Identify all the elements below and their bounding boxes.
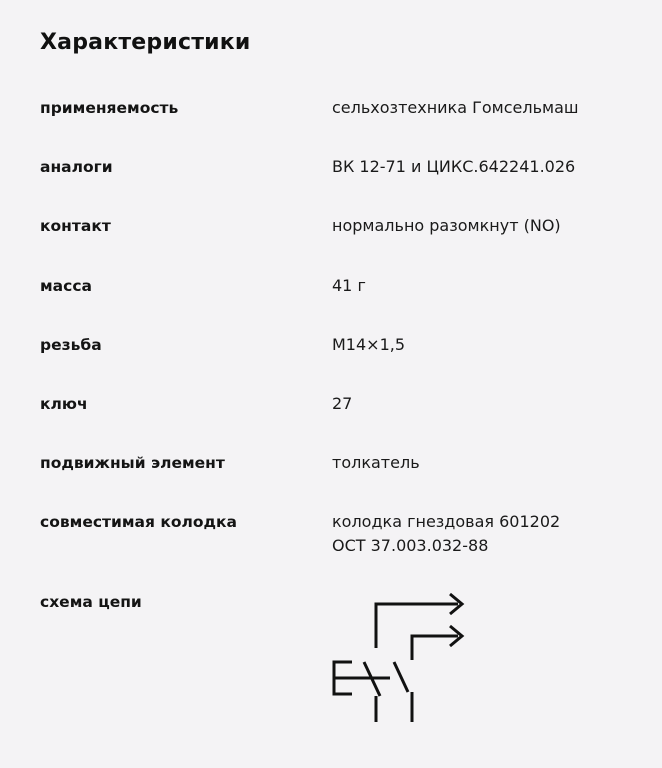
spec-value-mass: 41 г <box>332 276 366 295</box>
spec-value-compatible-socket-line-2: ОСТ 37.003.032-88 <box>332 536 489 555</box>
spec-label-mass: масса <box>40 277 92 295</box>
spec-label-applicability: применяемость <box>40 99 179 117</box>
spec-label-moving-element: подвижный элемент <box>40 454 225 472</box>
spec-value-applicability: сельхозтехника Гомсельмаш <box>332 98 579 117</box>
spec-value-key: 27 <box>332 394 353 413</box>
spec-value-thread: М14×1,5 <box>332 335 406 354</box>
spec-label-thread: резьба <box>40 336 102 354</box>
spec-label-compatible-socket: совместимая колодка <box>40 513 238 531</box>
spec-value-analogs: ВК 12-71 и ЦИКС.642241.026 <box>332 157 576 176</box>
spec-label-contact: контакт <box>40 217 111 235</box>
spec-label-circuit-scheme: схема цепи <box>40 593 142 611</box>
spec-value-moving-element: толкатель <box>332 453 420 472</box>
circuit-scheme-icon <box>328 588 478 728</box>
spec-label-key: ключ <box>40 395 88 413</box>
spec-label-analogs: аналоги <box>40 158 113 176</box>
section-title: Характеристики <box>40 30 251 55</box>
spec-value-compatible-socket-line-1: колодка гнездовая 601202 <box>332 512 561 531</box>
spec-value-contact: нормально разомкнут (NO) <box>332 216 561 235</box>
